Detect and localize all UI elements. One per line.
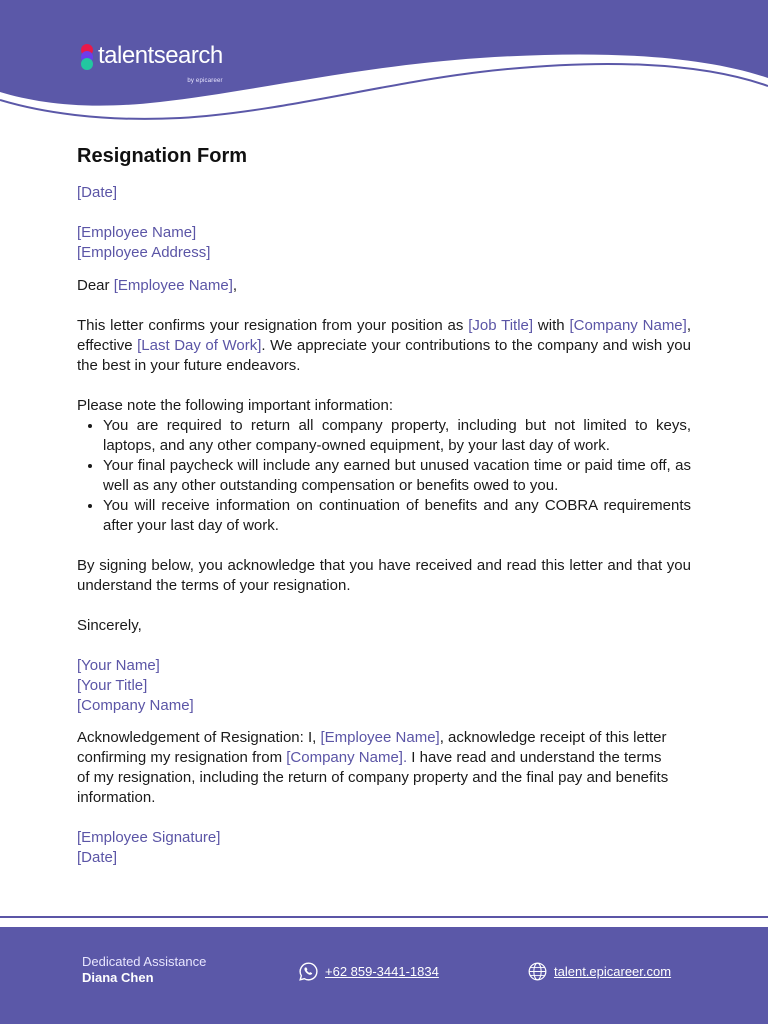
- date-placeholder: [Date]: [77, 184, 118, 201]
- signature-date-placeholder: [Date]: [77, 849, 118, 866]
- list-item: • Your final paycheck will include any earned but unused vacation time or paid time off, as well as any other outstanding compensation or benefits owed to you.: [103, 456, 691, 496]
- logo-mark-icon: [79, 42, 95, 70]
- salutation-name: [Employee Name]: [113, 277, 233, 294]
- your-title-placeholder: [Your Title]: [77, 677, 148, 694]
- dedicated-assistance: [82, 954, 206, 986]
- phone-link[interactable]: +62 859-3441-1834: [325, 964, 439, 979]
- intro-paragraph: This letter confirms your resignation from your position as [Job Title] with [Company Name], effective [Last Day of Work]. We appreciate your contributions to the company and wish you the best in your future endeavors.: [77, 317, 691, 374]
- letter-body: [77, 144, 691, 868]
- employee-address-placeholder: [Employee Address]: [77, 244, 211, 261]
- salutation: Dear [Employee Name],: [77, 277, 238, 294]
- page-title: Resignation Form: [77, 145, 248, 167]
- company-name-signoff: [Company Name]: [77, 697, 194, 714]
- list-item: • You will receive information on continuation of benefits and any COBRA requirements after your last day of work.: [103, 496, 691, 536]
- ack-company-name: [Company Name].: [286, 749, 408, 766]
- assist-name: Diana Chen: [82, 970, 154, 985]
- website-contact[interactable]: [527, 961, 671, 982]
- company-name-placeholder: [Company Name]: [569, 317, 687, 334]
- footer-divider: [0, 916, 768, 918]
- employee-name-placeholder: [Employee Name]: [77, 224, 197, 241]
- important-info-list: [77, 416, 691, 536]
- ack-employee-name: [Employee Name]: [320, 729, 440, 746]
- employee-signature-placeholder: [Employee Signature]: [77, 829, 221, 846]
- closing: Sincerely,: [77, 617, 142, 634]
- acknowledge-paragraph: By signing below, you acknowledge that you have received and read this letter and that you understand the terms of your resignation.: [77, 557, 691, 594]
- header-wave-banner: [0, 0, 768, 140]
- acknowledgement-statement: Acknowledgement of Resignation: I, [Employee Name], acknowledge receipt of this letter confirming my resignation from [Company Name]. I have read and understand the terms of my resignation, including the return of company property and the final pay and benefits information.: [77, 729, 669, 806]
- list-item: • You are required to return all company property, including but not limited to keys, laptops, and any other company-owned equipment, by your last day of work.: [103, 416, 691, 456]
- job-title-placeholder: [Job Title]: [468, 317, 534, 334]
- brand-name: talentsearch by epicareer: [98, 42, 223, 70]
- footer: [0, 927, 768, 1024]
- assist-label: Dedicated Assistance: [82, 954, 207, 969]
- note-intro: Please note the following important information:: [77, 397, 394, 414]
- website-link[interactable]: talent.epicareer.com: [554, 964, 672, 979]
- brand-logo: [79, 42, 223, 84]
- whatsapp-icon: [298, 961, 319, 982]
- phone-contact[interactable]: [298, 961, 439, 982]
- brand-tagline: by epicareer: [187, 78, 223, 84]
- last-day-placeholder: [Last Day of Work]: [137, 337, 262, 354]
- your-name-placeholder: [Your Name]: [77, 657, 160, 674]
- globe-icon: [527, 961, 548, 982]
